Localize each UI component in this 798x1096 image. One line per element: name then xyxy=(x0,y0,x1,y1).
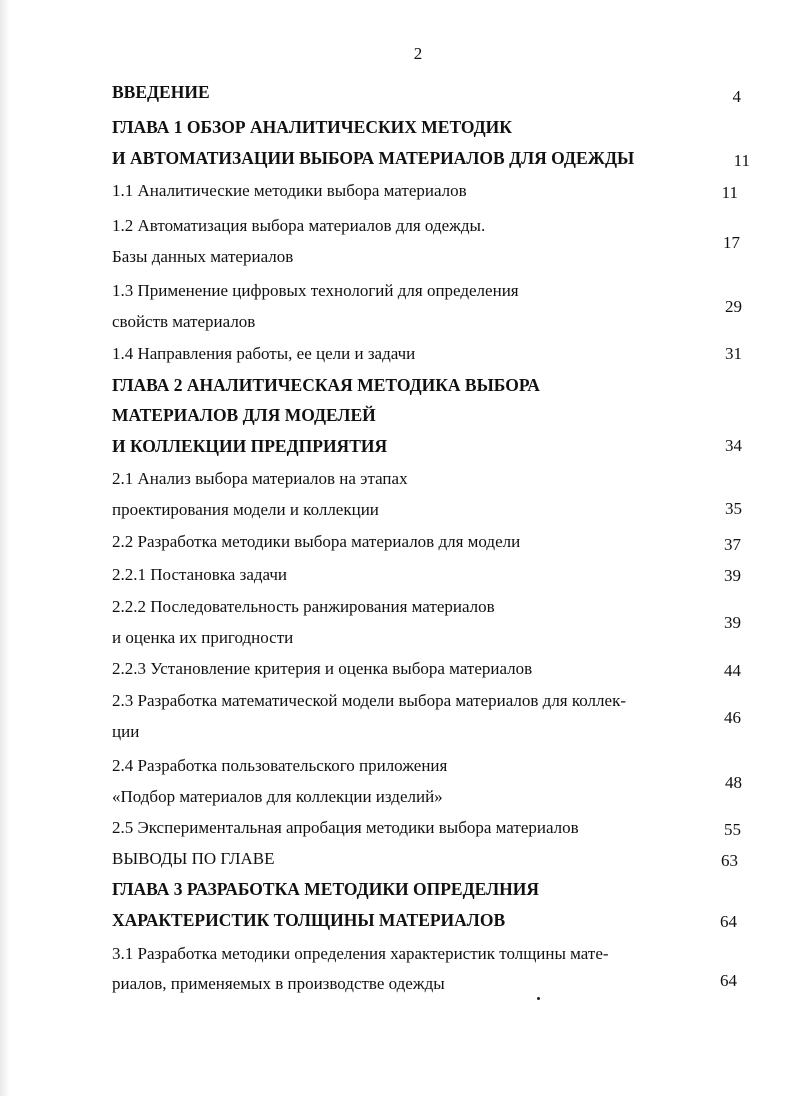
toc-entry-page-number: 55 xyxy=(724,820,741,839)
toc-entry-title-line: свойств материалов xyxy=(112,312,256,331)
toc-entry-page-number: 31 xyxy=(725,344,742,363)
toc-entry-title-line: проектирования модели и коллекции xyxy=(112,500,379,519)
toc-entry-title-line: МАТЕРИАЛОВ ДЛЯ МОДЕЛЕЙ xyxy=(112,405,376,425)
toc-entry-title-line: 2.4 Разработка пользовательского приложения xyxy=(112,756,448,775)
toc-entry-page-number: 29 xyxy=(725,297,742,316)
toc-entry-title-line: Базы данных материалов xyxy=(112,247,294,266)
toc-entry-title-line: и оценка их пригодности xyxy=(112,628,294,647)
toc-entry-page-number: 11 xyxy=(721,183,738,202)
toc-entry-title-line: ции xyxy=(112,722,140,741)
toc-entry-page-number: 34 xyxy=(725,436,742,455)
toc-entry-page-number: 35 xyxy=(725,499,742,518)
toc-entry-page-number: 39 xyxy=(724,566,741,585)
toc-entry-title-line: ГЛАВА 1 ОБЗОР АНАЛИТИЧЕСКИХ МЕТОДИК xyxy=(112,117,512,137)
toc-entry-title-line: ГЛАВА 3 РАЗРАБОТКА МЕТОДИКИ ОПРЕДЕЛНИЯ xyxy=(112,879,539,899)
toc-entry-page-number: 64 xyxy=(720,971,737,990)
toc-entry-page-number: 64 xyxy=(720,912,737,931)
toc-entry-page-number: 4 xyxy=(732,87,741,106)
toc-entry-page-number: 39 xyxy=(724,613,741,632)
toc-entry-title-line: ГЛАВА 2 АНАЛИТИЧЕСКАЯ МЕТОДИКА ВЫБОРА xyxy=(112,375,540,395)
scan-edge xyxy=(0,0,10,1096)
toc-entry-title-line: 1.4 Направления работы, ее цели и задачи xyxy=(112,344,416,363)
toc-entry-page-number: 63 xyxy=(721,851,738,870)
toc-entry-page-number: 17 xyxy=(723,233,740,252)
toc-entry-page-number: 37 xyxy=(724,535,741,554)
toc-entry-title-line: 2.5 Экспериментальная апробация методики выбора материалов xyxy=(112,818,579,837)
toc-entry-title-line: И АВТОМАТИЗАЦИИ ВЫБОРА МАТЕРИАЛОВ ДЛЯ ОДЕЖДЫ xyxy=(112,148,635,168)
toc-entry-title-line: «Подбор материалов для коллекции изделий» xyxy=(112,787,443,806)
toc-entry-page-number: 48 xyxy=(725,773,742,792)
toc-entry-title-line: риалов, применяемых в производстве одежды xyxy=(112,974,445,993)
toc-entry-page-number: 11 xyxy=(733,151,750,170)
page-number: 2 xyxy=(413,44,423,63)
toc-entry-page-number: 44 xyxy=(724,661,741,680)
scan-speck xyxy=(537,997,540,1000)
toc-entry-title-line: ВВЕДЕНИЕ xyxy=(112,82,210,102)
toc-entry-page-number: 46 xyxy=(724,708,741,727)
toc-entry-title-line: 2.2 Разработка методики выбора материалов для модели xyxy=(112,532,521,551)
toc-entry-title-line: ХАРАКТЕРИСТИК ТОЛЩИНЫ МАТЕРИАЛОВ xyxy=(112,910,506,930)
toc-entry-title-line: 2.1 Анализ выбора материалов на этапах xyxy=(112,469,408,488)
toc-entry-title-line: 1.1 Аналитические методики выбора материалов xyxy=(112,181,467,200)
toc-entry-title-line: 3.1 Разработка методики определения характеристик толщины мате- xyxy=(112,944,609,963)
toc-entry-title-line: 1.2 Автоматизация выбора материалов для одежды. xyxy=(112,216,486,235)
toc-entry-title-line: 2.3 Разработка математической модели выбора материалов для коллек- xyxy=(112,691,626,710)
toc-entry-title-line: 2.2.2 Последовательность ранжирования материалов xyxy=(112,597,495,616)
toc-entry-title-line: 2.2.1 Постановка задачи xyxy=(112,565,288,584)
toc-entry-title-line: 1.3 Применение цифровых технологий для определения xyxy=(112,281,519,300)
toc-entry-title-line: ВЫВОДЫ ПО ГЛАВЕ xyxy=(112,849,275,868)
toc-entry-title-line: 2.2.3 Установление критерия и оценка выбора материалов xyxy=(112,659,533,678)
toc-entry-title-line: И КОЛЛЕКЦИИ ПРЕДПРИЯТИЯ xyxy=(112,436,388,456)
